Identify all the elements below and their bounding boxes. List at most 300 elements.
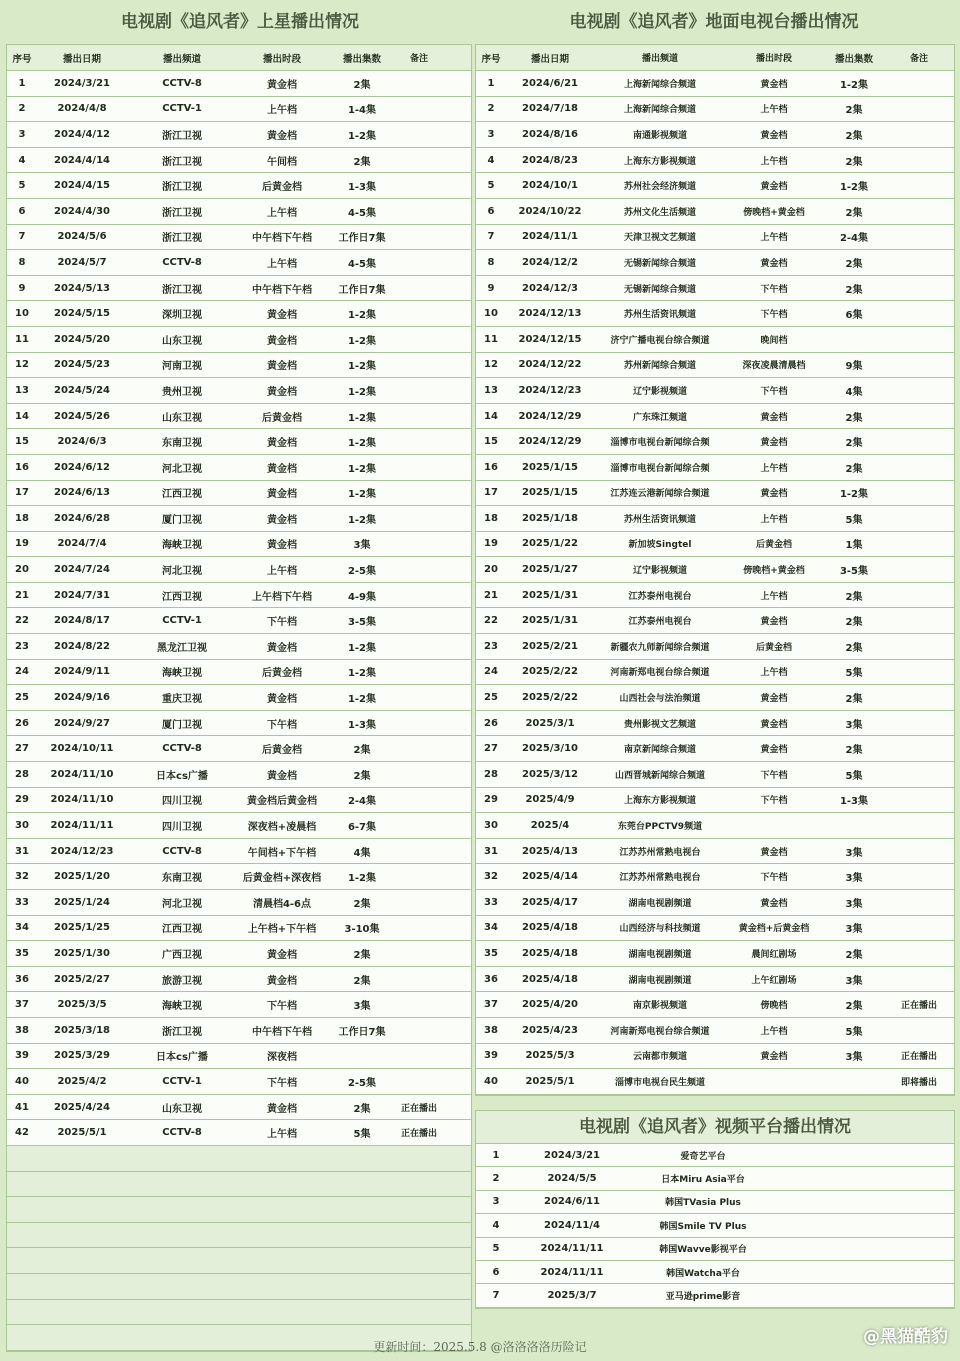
table-cell: 9 (487, 282, 495, 294)
table-row (7, 71, 471, 97)
table-cell: 山西经济与科技频道 (619, 924, 701, 935)
video-cell: 爱奇艺平台 (680, 1151, 726, 1162)
table-cell: 黄金档 (760, 745, 788, 756)
table-cell: 黄金档 (267, 335, 297, 347)
table-cell: 8 (487, 256, 495, 268)
satellite-broadcast-table (6, 44, 472, 1352)
table-cell: CCTV-1 (162, 615, 202, 627)
table-row (7, 685, 471, 711)
table-cell: 2024/12/29 (518, 436, 582, 448)
table-cell: 23 (484, 640, 498, 652)
table-cell: 后黄金档 (262, 412, 302, 424)
table-cell: 2025/1/20 (53, 871, 110, 883)
empty-row (7, 1197, 471, 1223)
table-cell: 3-5集 (347, 617, 377, 629)
table-cell: 4集 (845, 386, 863, 398)
table-cell: 2集 (353, 1103, 371, 1115)
table-cell: 上午档 (760, 156, 788, 167)
table-cell: 黄金档 (760, 258, 788, 269)
table-cell: 山西社会与法治频道 (619, 694, 701, 705)
table-cell: 2024/8/22 (53, 640, 110, 652)
table-row (476, 992, 954, 1018)
table-cell: 上午档 (760, 233, 788, 244)
empty-row (7, 1223, 471, 1249)
table-row (476, 455, 954, 481)
table-cell: 2024/5/7 (57, 256, 107, 268)
table-cell: 2024/12/29 (518, 410, 582, 422)
table-cell: 江西卫视 (162, 924, 202, 936)
table-row (7, 301, 471, 327)
table-cell: 晨间红剧场 (751, 949, 797, 960)
table-row (476, 506, 954, 532)
table-cell: 江西卫视 (162, 591, 202, 603)
table-cell: 清晨档4-6点 (252, 898, 312, 910)
table-cell: 2集 (845, 258, 863, 270)
table-cell: 海峡卫视 (162, 668, 202, 680)
table-cell: 2025/5/3 (525, 1050, 575, 1062)
table-row (476, 736, 954, 762)
table-header (7, 45, 471, 71)
table-cell: 深夜凌晨清晨档 (742, 361, 806, 372)
table-cell: 21 (15, 589, 29, 601)
table-cell: 上午红剧场 (751, 975, 797, 986)
table-row (476, 429, 954, 455)
table-cell: 2集 (845, 949, 863, 961)
video-cell: 1 (492, 1149, 500, 1161)
table-cell: 江苏泰州电视台 (628, 591, 692, 602)
table-cell: 上午档 (760, 668, 788, 679)
table-row (476, 301, 954, 327)
table-row (7, 916, 471, 942)
table-cell: 河北卫视 (162, 898, 202, 910)
table-cell: 2025/1/31 (521, 589, 578, 601)
table-cell: 4 (487, 154, 495, 166)
table-cell: 15 (484, 436, 498, 448)
table-cell: 1-3集 (347, 182, 377, 194)
table-row (7, 353, 471, 379)
table-cell: 37 (484, 999, 498, 1011)
table-cell: 上午档 (267, 258, 297, 270)
table-cell: 山东卫视 (162, 335, 202, 347)
table-row (7, 660, 471, 686)
table-cell: 东莞台PPCTV9频道 (617, 822, 703, 833)
table-cell: 下午档 (760, 770, 788, 781)
table-cell: 江苏苏州常熟电视台 (619, 873, 701, 884)
table-row (7, 788, 471, 814)
table-cell: 2025/3/29 (53, 1050, 110, 1062)
table-cell: CCTV-8 (162, 1127, 202, 1139)
table-cell: 2025/2/21 (521, 640, 578, 652)
table-cell: 河南新郑电视台综合频道 (610, 1026, 710, 1037)
table-cell: 黄金档 (267, 642, 297, 654)
table-row (7, 992, 471, 1018)
table-row (476, 634, 954, 660)
table-cell: 2024/4/14 (53, 154, 110, 166)
table-row (7, 199, 471, 225)
empty-row (7, 1248, 471, 1274)
table-cell: 后黄金档 (755, 642, 792, 653)
table-cell: 1-2集 (347, 412, 377, 424)
table-cell: 1-2集 (347, 310, 377, 322)
table-cell: 旅游卫视 (162, 975, 202, 987)
table-cell: 浙江卫视 (162, 207, 202, 219)
table-row (476, 608, 954, 634)
table-cell: 湖南电视剧频道 (628, 975, 692, 986)
table-cell: 3集 (845, 1052, 863, 1064)
table-cell: 34 (484, 922, 498, 934)
table-cell: 36 (484, 973, 498, 985)
table-cell: 2集 (353, 975, 371, 987)
table-cell: 5集 (845, 668, 863, 680)
table-cell: 上海东方影视频道 (623, 156, 696, 167)
table-cell: 2024/7/31 (53, 589, 110, 601)
table-cell: 2集 (353, 156, 371, 168)
table-cell: 2集 (845, 642, 863, 654)
table-cell: 2025/3/1 (525, 717, 575, 729)
table-cell: 13 (484, 384, 498, 396)
table-cell: 正在播出 (900, 1001, 937, 1012)
table-row (476, 967, 954, 993)
table-cell: 南京影视频道 (632, 1001, 687, 1012)
table-cell: 后黄金档 (262, 745, 302, 757)
table-cell: 1-2集 (347, 386, 377, 398)
table-cell: 2025/2/22 (521, 666, 578, 678)
table-cell: 2集 (845, 284, 863, 296)
table-cell: 海峡卫视 (162, 540, 202, 552)
header-cell: 播出日期 (62, 53, 101, 65)
table-cell: 1 (18, 77, 26, 89)
table-cell: 11 (484, 333, 498, 345)
video-cell: 2024/5/5 (547, 1173, 597, 1185)
table-cell: 24 (484, 666, 498, 678)
table-row (476, 327, 954, 353)
table-cell: 2025/4/18 (521, 922, 578, 934)
table-row (476, 532, 954, 558)
table-cell: 2024/6/13 (53, 487, 110, 499)
table-row (476, 813, 954, 839)
table-cell: 淄博市电视台民生频道 (614, 1077, 705, 1088)
table-cell: 2024/5/24 (53, 384, 110, 396)
table-cell: 黄金档 (267, 514, 297, 526)
table-cell: 上午档+下午档 (247, 924, 317, 936)
table-row (476, 788, 954, 814)
table-row (7, 429, 471, 455)
table-cell: 17 (15, 487, 29, 499)
table-cell: 23 (15, 640, 29, 652)
table-cell: 16 (484, 461, 498, 473)
table-cell: 黄金档后黄金档 (247, 796, 317, 808)
table-cell: 4-9集 (347, 591, 377, 603)
table-cell: 6 (487, 205, 495, 217)
video-cell: 7 (492, 1290, 500, 1302)
table-cell: 3集 (845, 873, 863, 885)
table-cell: 上午档 (760, 1026, 788, 1037)
table-cell: 2024/12/3 (521, 282, 578, 294)
table-row (7, 1018, 471, 1044)
table-cell: 黄金档 (267, 386, 297, 398)
table-cell: 苏州文化生活频道 (623, 207, 696, 218)
header-cell: 备注 (409, 54, 428, 64)
table-cell: 1-2集 (347, 873, 377, 885)
table-cell: CCTV-1 (162, 103, 202, 115)
table-cell: 苏州新闻综合频道 (623, 361, 696, 372)
table-row (476, 481, 954, 507)
table-cell: 33 (484, 896, 498, 908)
table-cell: 辽宁影视频道 (632, 386, 687, 397)
table-cell: 上午档 (760, 463, 788, 474)
table-cell: 16 (15, 461, 29, 473)
table-cell: 2集 (845, 463, 863, 475)
table-cell: 2024/12/2 (521, 256, 578, 268)
table-cell: 后黄金档 (755, 540, 792, 551)
table-cell: 江苏连云港新闻综合频道 (610, 489, 710, 500)
table-cell: 下午档 (760, 796, 788, 807)
header-cell: 播出集数 (834, 53, 873, 65)
table-cell: 2025/2/22 (521, 692, 578, 704)
table-cell: 2集 (845, 207, 863, 219)
table-row (476, 864, 954, 890)
table-cell: 黄金档 (267, 463, 297, 475)
table-cell: 黄金档 (760, 79, 788, 90)
table-cell: 黄金档 (760, 617, 788, 628)
table-cell: 黄金档 (267, 540, 297, 552)
table-cell: 日本cs广播 (156, 1052, 208, 1064)
table-row (476, 378, 954, 404)
header-cell: 播出日期 (530, 53, 569, 65)
table-cell: 4 (18, 154, 26, 166)
table-cell: 35 (484, 947, 498, 959)
table-cell: 2 (18, 103, 26, 115)
header-cell: 序号 (12, 53, 32, 65)
table-row (7, 1044, 471, 1070)
table-cell: 无锡新闻综合频道 (623, 284, 696, 295)
table-row (476, 404, 954, 430)
table-cell: 29 (15, 794, 29, 806)
table-cell: 17 (484, 487, 498, 499)
table-cell: 苏州社会经济频道 (623, 182, 696, 193)
table-cell: 22 (484, 615, 498, 627)
table-cell: 19 (484, 538, 498, 550)
table-cell: 2025/1/30 (53, 947, 110, 959)
table-row (476, 173, 954, 199)
table-cell: 黄金档 (760, 412, 788, 423)
table-cell: 1-2集 (347, 130, 377, 142)
table-cell: 2024/12/15 (518, 333, 582, 345)
table-cell: 南通影视频道 (632, 130, 687, 141)
table-cell: 2025/4/18 (521, 973, 578, 985)
table-cell: 2集 (845, 745, 863, 757)
table-cell: 贵州影视文艺频道 (623, 719, 696, 730)
video-cell: 韩国TVasia Plus (665, 1198, 741, 1209)
table-cell: 浙江卫视 (162, 156, 202, 168)
header-cell: 序号 (481, 53, 501, 65)
video-cell: 4 (492, 1219, 500, 1231)
table-cell: 正在播出 (400, 1103, 437, 1114)
video-cell: 韩国Wavve影视平台 (659, 1245, 747, 1256)
table-cell: 2024/9/16 (53, 692, 110, 704)
table-cell: 广东珠江频道 (632, 412, 687, 423)
table-cell: 2集 (845, 156, 863, 168)
table-cell: 26 (484, 717, 498, 729)
table-cell: 2024/8/16 (521, 128, 578, 140)
table-cell: 2集 (845, 694, 863, 706)
table-cell: 2025/1/27 (521, 564, 578, 576)
table-cell: 黄金档 (267, 438, 297, 450)
table-cell: 日本cs广播 (156, 770, 208, 782)
table-cell: 1-2集 (347, 361, 377, 373)
table-row (7, 250, 471, 276)
empty-row (7, 1300, 471, 1326)
table-cell: 2集 (353, 770, 371, 782)
table-cell: 40 (484, 1075, 498, 1087)
table-row (476, 353, 954, 379)
table-cell: 2集 (353, 79, 371, 91)
table-cell: 2025/5/1 (525, 1075, 575, 1087)
video-platform-table (475, 1110, 955, 1309)
table-cell: 2025/1/15 (521, 461, 578, 473)
table-cell: 32 (484, 871, 498, 883)
table-cell: CCTV-8 (162, 845, 202, 857)
table-cell: 黄金档 (760, 847, 788, 858)
table-cell: 3集 (845, 975, 863, 987)
table-cell: 1-2集 (347, 463, 377, 475)
table-cell: CCTV-8 (162, 77, 202, 89)
table-row (7, 762, 471, 788)
video-row (476, 1167, 954, 1190)
video-cell: 日本Miru Asia平台 (661, 1175, 745, 1186)
table-cell: 济宁广播电视台综合频道 (610, 335, 710, 346)
table-cell: 黄金档 (267, 1103, 297, 1115)
table-cell: 2024/12/22 (518, 359, 582, 371)
table-row (476, 1069, 954, 1095)
table-cell: 1-2集 (839, 489, 869, 501)
table-cell: 2025/4/9 (525, 794, 575, 806)
table-cell: 2024/8/23 (521, 154, 578, 166)
table-cell: 6 (18, 205, 26, 217)
table-cell: 32 (15, 871, 29, 883)
table-cell: 2024/5/6 (57, 231, 107, 243)
table-cell: 2024/5/15 (53, 308, 110, 320)
table-cell: 35 (15, 947, 29, 959)
table-cell: 2024/6/3 (57, 436, 107, 448)
header-cell: 备注 (909, 54, 928, 64)
table-row (7, 378, 471, 404)
video-table-title: 电视剧《追风者》视频平台播出情况 (476, 1111, 954, 1144)
video-cell: 韩国Smile TV Plus (659, 1221, 747, 1232)
table-cell: 18 (15, 512, 29, 524)
header-cell: 播出时段 (755, 54, 792, 64)
table-cell: 下午档 (267, 1001, 297, 1013)
table-cell: 2024/9/27 (53, 717, 110, 729)
header-cell: 播出频道 (641, 54, 678, 64)
table-cell: 1-2集 (347, 489, 377, 501)
table-cell: 36 (15, 973, 29, 985)
table-cell: 下午档 (760, 284, 788, 295)
empty-row (7, 1146, 471, 1172)
table-cell: 13 (15, 384, 29, 396)
table-cell: 2025/1/15 (521, 487, 578, 499)
table-cell: 广西卫视 (162, 949, 202, 961)
table-cell: 8 (18, 256, 26, 268)
table-cell: 辽宁影视频道 (632, 566, 687, 577)
table-cell: 上午档 (760, 514, 788, 525)
table-row (476, 557, 954, 583)
table-cell: 2024/4/12 (53, 128, 110, 140)
table-cell: 午间档 (267, 156, 297, 168)
table-cell: 4-5集 (347, 207, 377, 219)
table-cell: 4集 (353, 847, 371, 859)
table-cell: 2024/12/23 (50, 845, 114, 857)
video-cell: 2024/11/11 (540, 1243, 604, 1255)
table-cell: 南京新闻综合频道 (623, 745, 696, 756)
table-cell: 2024/5/13 (53, 282, 110, 294)
table-cell: 3-10集 (344, 924, 380, 936)
table-cell: 黄金档 (267, 489, 297, 501)
table-cell: 6-7集 (347, 822, 377, 834)
left-table-title: 电视剧《追风者》上星播出情况 (121, 12, 359, 32)
table-cell: 湖南电视剧频道 (628, 949, 692, 960)
table-cell: 下午档 (267, 1077, 297, 1089)
table-cell: 黑龙江卫视 (157, 642, 207, 654)
table-cell: 淄博市电视台新闻综合频 (610, 463, 710, 474)
table-cell: 黄金档 (760, 489, 788, 500)
table-row (7, 941, 471, 967)
table-row (7, 967, 471, 993)
table-row (476, 685, 954, 711)
table-cell: 31 (484, 845, 498, 857)
table-cell: 湖南电视剧频道 (628, 898, 692, 909)
table-cell: 2024/7/18 (521, 103, 578, 115)
table-cell: 5 (487, 180, 495, 192)
video-cell: 5 (492, 1243, 500, 1255)
table-row (476, 583, 954, 609)
video-row (476, 1261, 954, 1284)
table-cell: 上午档 (760, 591, 788, 602)
table-row (7, 276, 471, 302)
table-cell: 15 (15, 436, 29, 448)
table-cell: 18 (484, 512, 498, 524)
table-cell: 24 (15, 666, 29, 678)
table-cell: 2024/6/21 (521, 77, 578, 89)
video-row (476, 1214, 954, 1237)
table-cell: 2024/6/12 (53, 461, 110, 473)
table-cell: 38 (484, 1024, 498, 1036)
table-row (7, 1120, 471, 1146)
empty-row (7, 1274, 471, 1300)
table-cell: 2-5集 (347, 1077, 377, 1089)
table-cell: 2025/3/18 (53, 1024, 110, 1036)
table-cell: 厦门卫视 (162, 514, 202, 526)
table-cell: 2024/10/11 (50, 743, 114, 755)
table-cell: 中午档下午档 (252, 233, 312, 245)
header-cell: 播出频道 (162, 53, 201, 65)
table-row (7, 327, 471, 353)
table-cell: 2024/5/20 (53, 333, 110, 345)
table-cell: 黄金档 (760, 130, 788, 141)
table-row (476, 250, 954, 276)
table-row (476, 1018, 954, 1044)
table-cell: 上海新闻综合频道 (623, 105, 696, 116)
table-row (7, 225, 471, 251)
table-cell: 天津卫视文艺频道 (623, 233, 696, 244)
table-cell: 黄金档 (760, 182, 788, 193)
table-row (7, 711, 471, 737)
table-cell: CCTV-8 (162, 743, 202, 755)
video-cell: 2024/11/4 (543, 1219, 600, 1231)
table-cell: 淄博市电视台新闻综合频 (610, 438, 710, 449)
table-cell: 2025/1/22 (521, 538, 578, 550)
table-cell: 上海新闻综合频道 (623, 79, 696, 90)
